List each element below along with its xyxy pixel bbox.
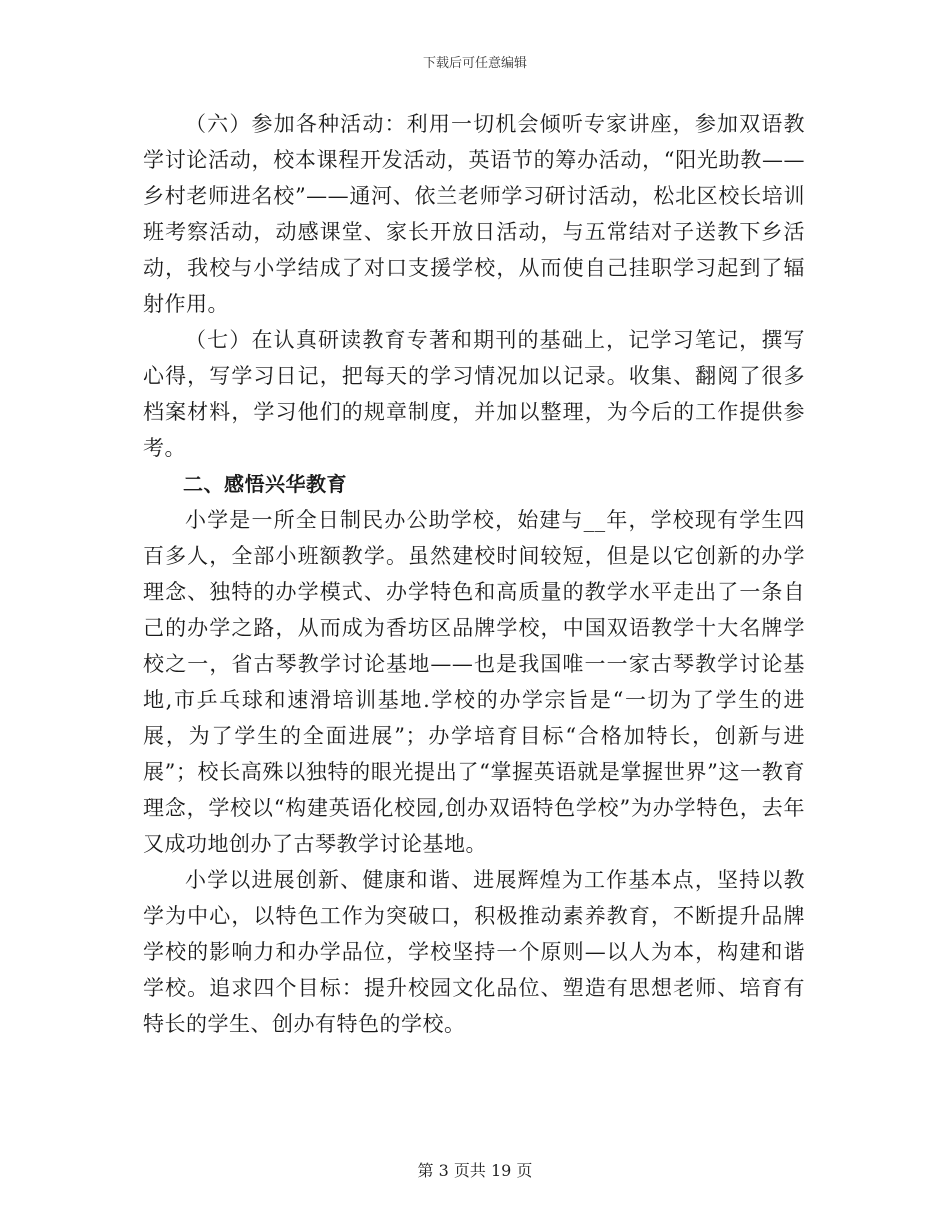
- section-heading: 二、感悟兴华教育: [183, 472, 347, 496]
- paragraph-school-goals: 小学以进展创新、健康和谐、进展辉煌为工作基本点，坚持以教学为中心，以特色工作为突破口，积极推动素养教育，不断提升品牌学校的影响力和办学品位，学校坚持一个原则—以人为本，构建和谐学校。追求四个目标：提升校园文化品位、塑造有思想老师、培育有特长的学生、创办有特色的学校。: [143, 868, 805, 1036]
- paragraph-activities: （六）参加各种活动：利用一切机会倾听专家讲座，参加双语教学讨论活动，校本课程开发活动，英语节的筹办活动，“阳光助教——乡村老师进名校”——通河、依兰老师学习研讨活动，松北区校长培训班考察活动，动感课堂、家长开放日活动，与五常结对子送教下乡活动，我校与小学结成了对口支援学校，从而使自己挂职学习起到了辐射作用。: [143, 112, 805, 316]
- page-header: 下载后可任意编辑: [422, 56, 527, 71]
- document-body: [143, 106, 805, 1042]
- paragraph-study-notes: （七）在认真研读教育专著和期刊的基础上，记学习笔记，撰写心得，写学习日记，把每天的学习情况加以记录。收集、翻阅了很多档案材料，学习他们的规章制度，并加以整理，为今后的工作提供参考。: [143, 328, 805, 460]
- page-number: 第 3 页共 19 页: [417, 1161, 533, 1180]
- paragraph-school-intro: 小学是一所全日制民办公助学校，始建与__年，学校现有学生四百多人，全部小班额教学。虽然建校时间较短，但是以它创新的办学理念、独特的办学模式、办学特色和高质量的教学水平走出了一条自己的办学之路，从而成为香坊区品牌学校，中国双语教学十大名牌学校之一，省古琴教学讨论基地——也是我国唯一一家古琴教学讨论基地,市乒乓球和速滑培训基地.学校的办学宗旨是“一切为了学生的进展，为了学生的全面进展”；办学培育目标“合格加特长，创新与进展”；校长高殊以独特的眼光提出了“掌握英语就是掌握世界”这一教育理念，学校以“构建英语化校园,创办双语特色学校”为办学特色，去年又成功地创办了古琴教学讨论基地。: [143, 508, 805, 856]
